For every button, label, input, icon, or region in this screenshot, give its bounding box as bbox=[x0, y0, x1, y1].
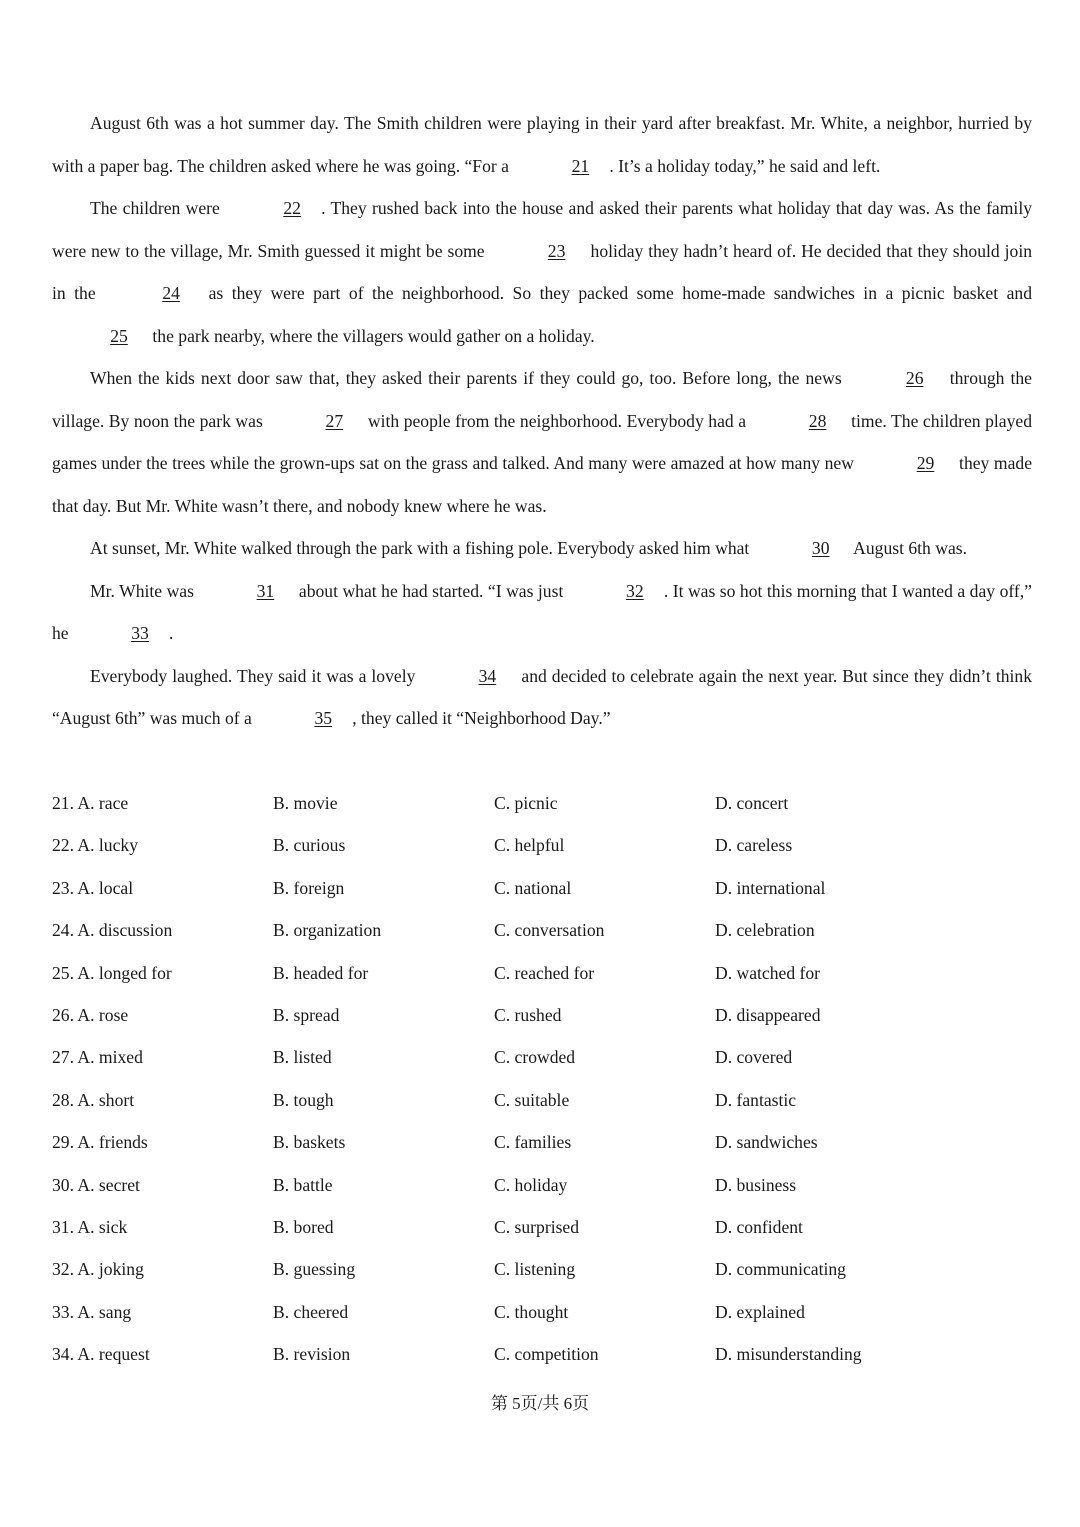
blank-35: 35 bbox=[314, 708, 333, 728]
option-d: D. celebration bbox=[715, 920, 815, 941]
blank-28: 28 bbox=[808, 410, 827, 431]
option-d: D. communicating bbox=[715, 1259, 846, 1280]
text: The children were bbox=[90, 198, 226, 218]
option-row-24 bbox=[52, 909, 1032, 951]
option-b: B. battle bbox=[273, 1174, 333, 1195]
text: through the village. By noon the park was bbox=[52, 368, 1032, 431]
option-b: B. cheered bbox=[273, 1301, 349, 1322]
option-b: B. movie bbox=[273, 793, 338, 813]
paragraph-1 bbox=[52, 102, 1032, 187]
option-a: 25. A. longed for bbox=[52, 962, 172, 983]
blank-26: 26 bbox=[905, 368, 924, 388]
answer-options bbox=[52, 782, 1032, 1375]
paragraph-3 bbox=[52, 357, 1032, 527]
option-a: 31. A. sick bbox=[52, 1216, 128, 1237]
option-d: D. careless bbox=[715, 835, 793, 856]
option-a: 34. A. request bbox=[52, 1344, 150, 1365]
blank-34: 34 bbox=[478, 665, 497, 686]
option-c: C. conversation bbox=[494, 920, 605, 941]
option-row-31 bbox=[52, 1206, 1032, 1248]
option-b: B. curious bbox=[273, 835, 346, 856]
option-row-27 bbox=[52, 1036, 1032, 1078]
paragraph-5 bbox=[52, 570, 1032, 655]
blank-23: 23 bbox=[547, 240, 566, 261]
text: Everybody laughed. They said it was a lovely bbox=[90, 665, 421, 686]
option-c: C. thought bbox=[494, 1301, 569, 1322]
option-b: B. guessing bbox=[273, 1259, 356, 1280]
option-b: B. revision bbox=[273, 1344, 351, 1365]
text: time. The children played games under the trees while the grown-ups sat on the grass and talked. And many were amazed at how many new bbox=[52, 410, 1032, 473]
option-row-23 bbox=[52, 867, 1032, 909]
blank-27: 27 bbox=[325, 410, 344, 431]
text: . It’s a holiday today,” he said and left. bbox=[609, 155, 881, 176]
text: August 6th was. bbox=[849, 538, 968, 558]
blank-30: 30 bbox=[811, 538, 830, 558]
option-a: 23. A. local bbox=[52, 877, 134, 898]
option-row-26 bbox=[52, 994, 1032, 1036]
option-d: D. watched for bbox=[715, 962, 821, 983]
text: . It was so hot this morning that I wanted a day off,” he bbox=[52, 580, 1032, 643]
option-a: 21. A. race bbox=[52, 793, 129, 813]
text: When the kids next door saw that, they asked their parents if they could go, too. Before long, the news bbox=[90, 368, 848, 388]
option-row-30 bbox=[52, 1164, 1032, 1206]
blank-32: 32 bbox=[626, 580, 644, 601]
option-a: 29. A. friends bbox=[52, 1132, 148, 1153]
text: the park nearby, where the villagers would gather on a holiday. bbox=[148, 325, 595, 346]
option-row-28 bbox=[52, 1079, 1032, 1121]
text: with people from the neighborhood. Everybody had a bbox=[363, 410, 751, 431]
text: as they were part of the neighborhood. So they packed some home-made sandwiches in a picnic basket and bbox=[200, 283, 1032, 303]
option-b: B. organization bbox=[273, 920, 382, 941]
text: they made that day. But Mr. White wasn’t there, and nobody knew where he was. bbox=[52, 453, 1032, 516]
option-b: B. bored bbox=[273, 1216, 334, 1237]
paragraph-4 bbox=[52, 527, 1032, 570]
option-d: D. concert bbox=[715, 793, 789, 813]
option-row-33 bbox=[52, 1291, 1032, 1333]
option-c: C. crowded bbox=[494, 1047, 576, 1068]
text: , they called it “Neighborhood Day.” bbox=[352, 708, 611, 728]
paragraph-2 bbox=[52, 187, 1032, 357]
cloze-passage bbox=[52, 102, 1032, 740]
text: and decided to celebrate again the next year. But since they didn’t think “August 6th” was much of a bbox=[52, 665, 1032, 728]
option-row-21 bbox=[52, 782, 1032, 824]
option-d: D. sandwiches bbox=[715, 1132, 818, 1153]
option-a: 32. A. joking bbox=[52, 1259, 144, 1280]
option-c: C. reached for bbox=[494, 962, 595, 983]
option-b: B. headed for bbox=[273, 962, 369, 983]
option-row-22 bbox=[52, 824, 1032, 866]
option-c: C. helpful bbox=[494, 835, 565, 856]
text: . They rushed back into the house and asked their parents what holiday that day was. As the family were new to the village, Mr. Smith guessed it might be some bbox=[52, 198, 1032, 261]
text: . bbox=[169, 623, 174, 643]
blank-21: 21 bbox=[571, 155, 590, 176]
option-c: C. suitable bbox=[494, 1089, 570, 1110]
text: At sunset, Mr. White walked through the park with a fishing pole. Everybody asked him what bbox=[90, 538, 754, 558]
option-d: D. fantastic bbox=[715, 1089, 797, 1110]
blank-33: 33 bbox=[131, 623, 149, 643]
option-d: D. confident bbox=[715, 1216, 803, 1237]
option-c: C. picnic bbox=[494, 793, 558, 813]
text: Mr. White was bbox=[90, 580, 199, 601]
blank-25: 25 bbox=[110, 325, 128, 346]
text: holiday they hadn’t heard of. He decided that they should join in the bbox=[52, 240, 1033, 303]
option-c: C. families bbox=[494, 1132, 572, 1153]
blank-31: 31 bbox=[256, 580, 275, 601]
option-b: B. tough bbox=[273, 1089, 334, 1110]
option-d: D. covered bbox=[715, 1047, 793, 1068]
blank-22: 22 bbox=[283, 198, 301, 218]
option-d: D. business bbox=[715, 1174, 797, 1195]
option-b: B. spread bbox=[273, 1004, 340, 1025]
text: about what he had started. “I was just bbox=[294, 580, 568, 601]
option-row-32 bbox=[52, 1248, 1032, 1290]
option-row-25 bbox=[52, 952, 1032, 994]
option-d: D. international bbox=[715, 877, 826, 898]
option-c: C. listening bbox=[494, 1259, 576, 1280]
option-d: D. misunderstanding bbox=[715, 1344, 862, 1365]
option-a: 33. A. sang bbox=[52, 1301, 132, 1322]
blank-24: 24 bbox=[162, 283, 180, 303]
option-b: B. baskets bbox=[273, 1132, 346, 1153]
option-row-34 bbox=[52, 1333, 1032, 1375]
option-a: 27. A. mixed bbox=[52, 1047, 143, 1068]
option-c: C. surprised bbox=[494, 1216, 580, 1237]
option-c: C. competition bbox=[494, 1344, 599, 1365]
option-d: D. explained bbox=[715, 1301, 805, 1322]
option-d: D. disappeared bbox=[715, 1004, 821, 1025]
page-number: 第 5页/共 6页 bbox=[490, 1394, 590, 1413]
option-row-29 bbox=[52, 1121, 1032, 1163]
option-a: 24. A. discussion bbox=[52, 920, 173, 941]
option-a: 26. A. rose bbox=[52, 1004, 129, 1025]
option-c: C. national bbox=[494, 877, 572, 898]
paragraph-6 bbox=[52, 655, 1032, 740]
option-a: 22. A. lucky bbox=[52, 835, 139, 856]
option-c: C. rushed bbox=[494, 1004, 562, 1025]
option-a: 28. A. short bbox=[52, 1089, 135, 1110]
text: August 6th was a hot summer day. The Smith children were playing in their yard after breakfast. Mr. White, a neighbor, hurried by with a paper bag. The children asked where he was going. “For a bbox=[52, 113, 1032, 176]
blank-29: 29 bbox=[916, 453, 935, 473]
option-a: 30. A. secret bbox=[52, 1174, 140, 1195]
option-b: B. listed bbox=[273, 1047, 332, 1068]
option-c: C. holiday bbox=[494, 1174, 568, 1195]
option-b: B. foreign bbox=[273, 877, 345, 898]
